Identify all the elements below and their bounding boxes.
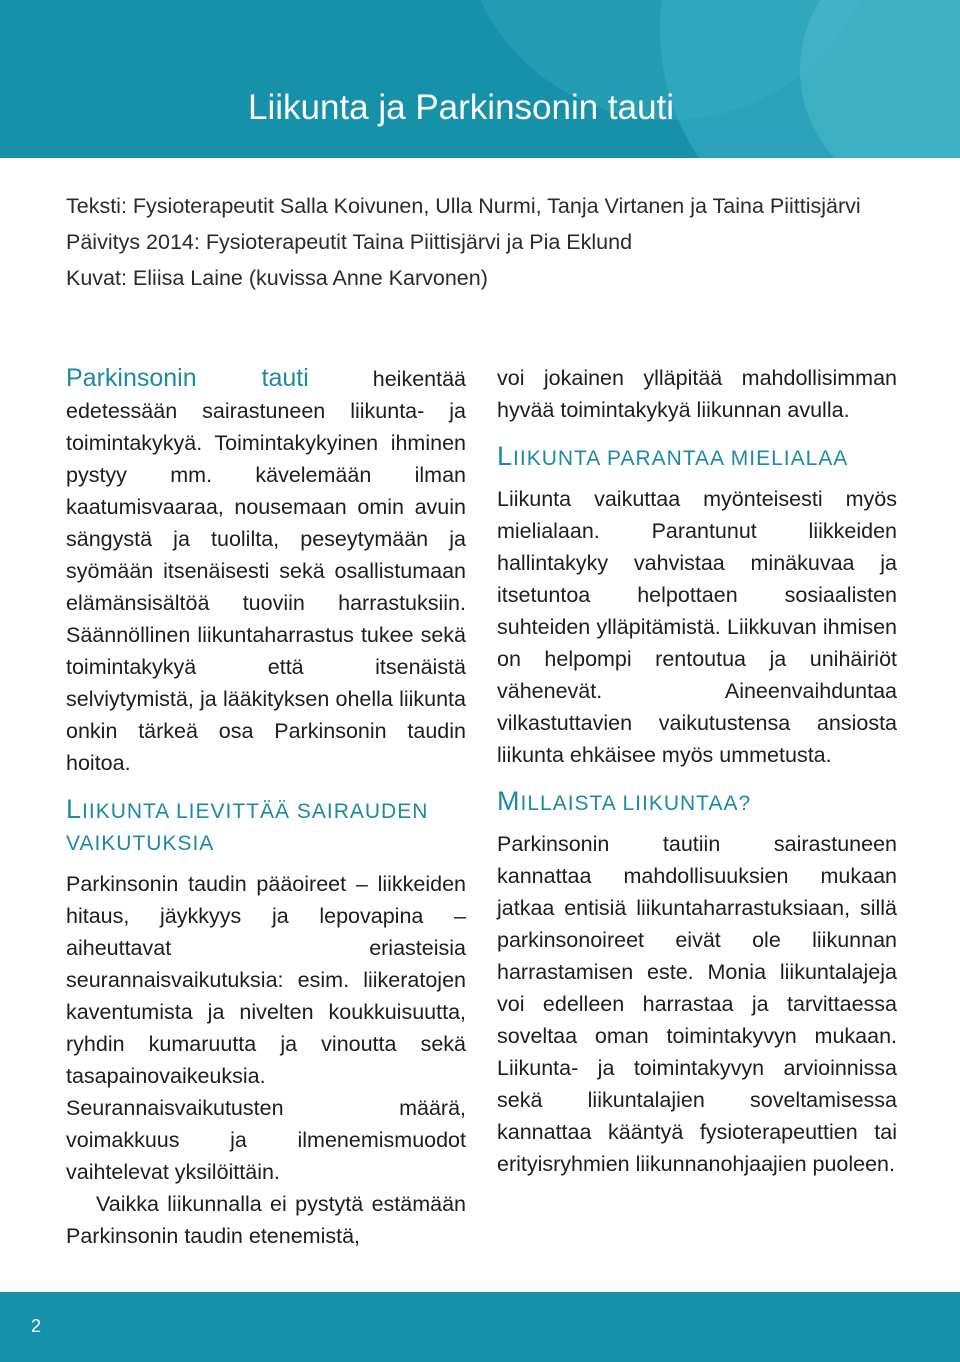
intro-lead: Parkinsonin tauti: [66, 364, 309, 392]
body-paragraph: Vaikka liikunnalla ei pystytä estämään Parkinsonin taudin etenemistä,: [66, 1192, 466, 1248]
footer-bar: [0, 1292, 960, 1362]
section-heading-what-exercise: MILLAISTA LIIKUNTAA?: [497, 786, 752, 816]
credits-block: [66, 188, 926, 296]
body-paragraph: voi jokainen ylläpitää mahdollisimman hyvää toimintakykyä liikunnan avulla.: [497, 366, 897, 422]
section-heading-symptoms: LIIKUNTA LIEVITTÄÄ SAIRAUDEN VAIKUTUKSIA: [66, 794, 429, 855]
header-banner: [0, 0, 960, 158]
intro-paragraph: [66, 362, 466, 779]
body-paragraph: Liikunta vaikuttaa myönteisesti myös mielialaan. Parantunut liikkeiden hallintakyky vahvistaa minäkuvaa ja itsetuntoa helpottaen sosiaalisten suhteiden ylläpitämistä. Liikkuvan ihmisen on helpompi rentoutua ja unihäiriöt vähenevät. Aineenvaihduntaa vilkastuttavien vaikutustensa ansiosta liikunta ehkäisee myös ummetusta.: [497, 487, 897, 767]
body-paragraph: Parkinsonin taudin pääoireet – liikkeiden hitaus, jäykkyys ja lepovapina – aiheuttavat eriasteisia seurannaisvaikutuksia: esim. liikeratojen kaventumista ja nivelten koukkuisuutta, ryhdin kumaruutta ja vinoutta sekä tasapainovaikeuksia. Seurannaisvaikutusten määrä, voimakkuus ja ilmenemismuodot vaihtelevat yksilöittäin.: [66, 872, 466, 1184]
credits-photos: Kuvat: Eliisa Laine (kuvissa Anne Karvonen): [66, 266, 488, 290]
credits-update: Päivitys 2014: Fysioterapeutit Taina Piittisjärvi ja Pia Eklund: [66, 230, 633, 254]
decorative-bubble: [800, 0, 960, 158]
body-paragraph: Parkinsonin tautiin sairastuneen kannattaa mahdollisuuksien mukaan jatkaa entisiä liikuntaharrastuksiaan, sillä parkinsonoireet eivät ole liikunnan harrastamisen este. Monia liikuntalajeja voi edelleen harrastaa ja tarvittaessa soveltaa oman toimintakyvyn mukaan. Liikunta- ja toimintakyvyn arvioinnissa sekä liikuntalajien soveltamisessa kannattaa kääntyä fysioterapeuttien tai erityisryhmien liikunnanohjaajien puoleen.: [497, 832, 897, 1176]
credits-authors: Teksti: Fysioterapeutit Salla Koivunen, Ulla Nurmi, Tanja Virtanen ja Taina Piittisjärvi: [66, 194, 861, 218]
page-title: Liikunta ja Parkinsonin tauti: [248, 88, 675, 127]
page-number: 2: [31, 1316, 42, 1336]
left-column: [66, 362, 466, 1252]
right-column: [497, 362, 897, 1180]
section-heading-mood: LIIKUNTA PARANTAA MIELIALAA: [497, 441, 849, 471]
intro-text: heikentää edetessään sairastuneen liikunta- ja toimintakykyä. Toimintakykyinen ihminen pystyy mm. kävelemään ilman kaatumisvaaraa, nousemaan omin avuin sängystä ja tuolilta, peseytymään ja syömään itsenäisesti sekä osallistumaan elämänsisältöä tuoviin harrastuksiin. Säännöllinen liikuntaharrastus tukee sekä toimintakykyä että itsenäistä selviytymistä, ja lääkityksen ohella liikunta onkin tärkeä osa Parkinsonin taudin hoitoa.: [66, 367, 467, 775]
